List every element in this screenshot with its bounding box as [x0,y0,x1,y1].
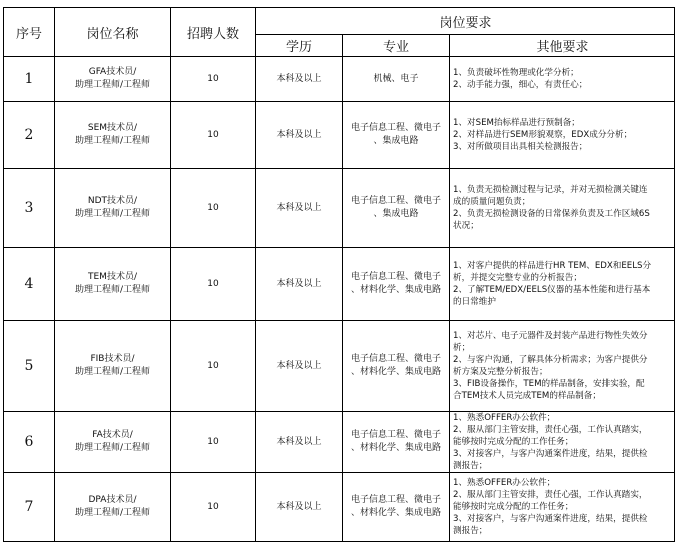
row-5-edu: 本科及以上 [276,360,322,371]
grid-line [449,34,450,542]
row-6-other: 1、熟悉OFFER办公软件； 2、服从部门主管安排，责任心强，工作认真踏实， 能够按时完成分配的工作任务； 3、对接客户，与客户沟通案件进度，结果，提供检 测报告； [453,413,648,471]
row-7-seq: 7 [24,498,34,515]
row-2-seq: 2 [24,126,34,143]
grid-line [54,7,55,542]
grid-line [3,7,675,8]
grid-line [170,7,171,542]
row-6-title: FA技术员/ 助理工程师/工程师 [74,430,151,453]
row-2-title: SEM技术员/ 助理工程师/工程师 [74,123,151,146]
row-7-major: 电子信息工程、微电子 、材料化学、集成电路 [350,495,441,518]
header-other: 其他要求 [536,40,589,55]
grid-line [255,34,675,35]
row-6-edu: 本科及以上 [276,436,322,447]
row-4-count: 10 [207,278,219,289]
row-4-major: 电子信息工程、微电子 、材料化学、集成电路 [350,272,441,295]
row-6-major: 电子信息工程、微电子 、材料化学、集成电路 [350,430,441,453]
row-1-title: GFA技术员/ 助理工程师/工程师 [74,67,151,90]
row-1-other: 1、负责破坏性物理或化学分析； 2、动手能力强，细心，有责任心； [453,68,588,90]
grid-line [3,56,675,57]
row-3-count: 10 [207,202,219,213]
row-3-other: 1、负责无损检测过程与记录，并对无损检测关键连 成的质量问题负责； 2、负责无损检测设备的日常保养负责及工作区域6S 状况； [453,185,650,231]
grid-line [3,247,675,248]
grid-line [255,7,256,542]
row-4-edu: 本科及以上 [276,278,322,289]
grid-line [3,320,675,321]
row-4-other: 1、对客户提供的样品进行HR TEM、EDX和EELS分 析，并提交完整专业的分析报告； 2、了解TEM/EDX/EELS仪器的基本性能和进行基本 的日常维护 [453,261,652,307]
grid-line [3,541,675,542]
row-3-major: 电子信息工程、微电子 、集成电路 [350,196,441,219]
header-seq: 序号 [15,26,42,42]
row-2-other: 1、对SEM抬标样品进行预制备； 2、对样品进行SEM形貌观察，EDX成分分析； 3、对所做项目出具相关检测报告； [453,118,633,152]
row-3-edu: 本科及以上 [276,202,322,213]
row-1-seq: 1 [24,70,34,87]
row-1-major: 机械、电子 [373,73,419,84]
row-6-count: 10 [207,436,219,447]
row-7-other: 1、熟悉OFFER办公软件； 2、服从部门主管安排，责任心强，工作认真踏实， 能够按时完成分配的工作任务； 3、对接客户，与客户沟通案件进度，结果，提供检 测报告； [453,478,648,536]
grid-line [342,34,343,542]
row-2-count: 10 [207,129,219,140]
row-5-major: 电子信息工程、微电子 、材料化学、集成电路 [350,354,441,377]
header-headcount: 招聘人数 [186,26,239,42]
row-1-edu: 本科及以上 [276,73,322,84]
row-5-title: FIB技术员/ 助理工程师/工程师 [74,354,151,377]
grid-line [3,168,675,169]
header-position: 岗位名称 [86,26,139,42]
row-2-major: 电子信息工程、微电子 、集成电路 [350,123,441,146]
row-2-edu: 本科及以上 [276,129,322,140]
row-3-seq: 3 [24,199,34,216]
row-7-count: 10 [207,501,219,512]
row-4-title: TEM技术员/ 助理工程师/工程师 [74,272,151,295]
row-1-count: 10 [207,73,219,84]
header-education: 学历 [285,40,312,55]
row-5-seq: 5 [24,357,34,374]
row-7-title: DPA技术员/ 助理工程师/工程师 [74,495,151,518]
grid-line [3,7,4,542]
row-3-title: NDT技术员/ 助理工程师/工程师 [74,196,151,219]
grid-line [3,472,675,473]
header-requirements: 岗位要求 [439,15,492,31]
row-4-seq: 4 [24,275,34,292]
row-7-edu: 本科及以上 [276,501,322,512]
row-5-other: 1、对芯片、电子元器件及封装产品进行物性失效分 析； 2、与客户沟通，了解具体分析需求；为客户提供分 析方案及完整分析报告； 3、FIB设备操作，TEM的样品制备，安排实验，配 合TEM技术人员完成TEM的样品制备； [453,331,648,401]
grid-line [3,101,675,102]
grid-line [3,411,675,412]
row-5-count: 10 [207,360,219,371]
header-major: 专业 [382,40,409,55]
row-6-seq: 6 [24,433,34,450]
